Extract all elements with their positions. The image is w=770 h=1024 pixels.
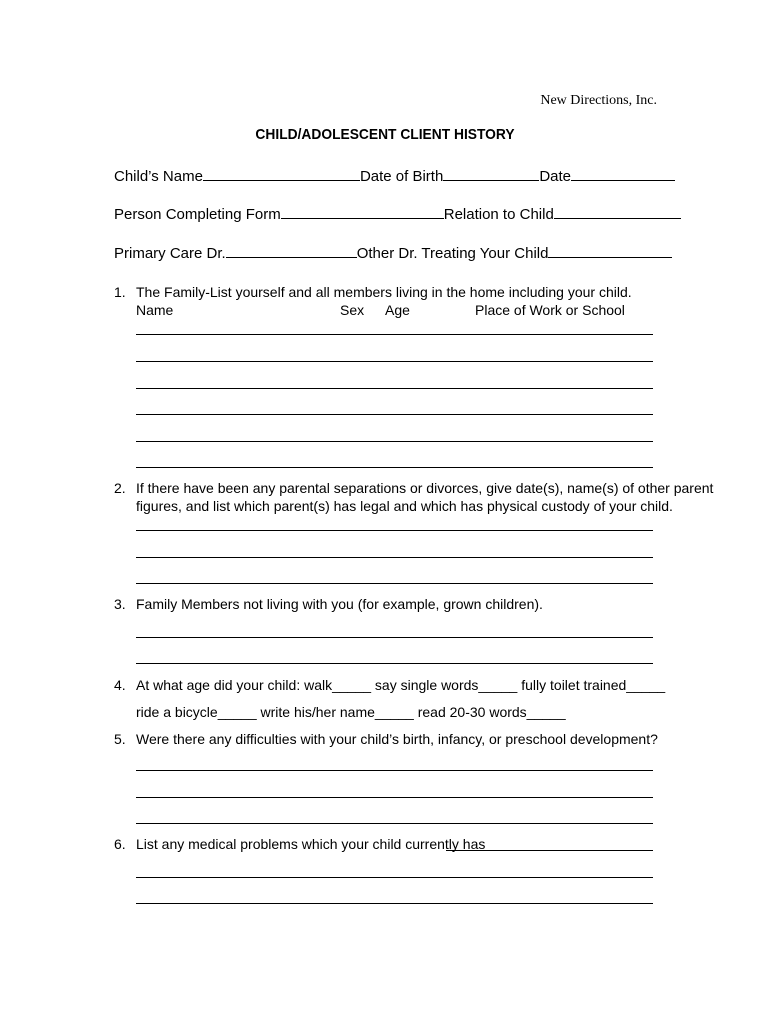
- question-number: 4.: [114, 677, 126, 693]
- answer-line[interactable]: [136, 467, 653, 468]
- answer-line[interactable]: [136, 583, 653, 584]
- answer-line[interactable]: [136, 388, 653, 389]
- question-number: 5.: [114, 731, 126, 747]
- form-title: CHILD/ADOLESCENT CLIENT HISTORY: [255, 126, 515, 143]
- question-text-continued: ride a bicycle_____ write his/her name_____ read 20-30 words_____: [136, 704, 566, 720]
- question-text: List any medical problems which your child currently has: [136, 836, 486, 852]
- answer-line[interactable]: [136, 903, 653, 904]
- answer-line[interactable]: [136, 334, 653, 335]
- question-number: 2.: [114, 480, 126, 496]
- answer-line[interactable]: [136, 770, 653, 771]
- col-place-header: Place of Work or School: [475, 302, 625, 318]
- date-field[interactable]: [571, 168, 675, 181]
- question-number: 1.: [114, 284, 126, 300]
- answer-line[interactable]: [136, 663, 653, 664]
- answer-line[interactable]: [136, 414, 653, 415]
- col-name-header: Name: [136, 302, 174, 318]
- person-completing-field[interactable]: [281, 206, 444, 219]
- question-text: If there have been any parental separations or divorces, give date(s), name(s) of other parent: [136, 480, 714, 496]
- childs-name-label: Child’s Name: [114, 168, 203, 185]
- date-label: Date: [539, 168, 571, 185]
- answer-line[interactable]: [136, 530, 653, 531]
- dob-field[interactable]: [443, 168, 539, 181]
- answer-line[interactable]: [136, 361, 653, 362]
- dob-label: Date of Birth: [359, 168, 444, 185]
- col-sex-header: Sex: [340, 302, 365, 318]
- other-dr-field[interactable]: [548, 245, 672, 258]
- col-age-header: Age: [385, 302, 410, 318]
- question-text: At what age did your child: walk_____ say single words_____ fully toilet trained_____: [136, 677, 666, 693]
- answer-line[interactable]: [136, 557, 653, 558]
- primary-care-field[interactable]: [226, 245, 357, 258]
- answer-line[interactable]: [136, 823, 653, 824]
- relation-label: Relation to Child: [443, 206, 554, 223]
- answer-line[interactable]: [446, 850, 653, 851]
- childs-name-field[interactable]: [203, 168, 360, 181]
- answer-line[interactable]: [136, 637, 653, 638]
- answer-line[interactable]: [136, 441, 653, 442]
- row-doctors: [114, 245, 672, 262]
- row-child-info: [114, 168, 675, 185]
- person-completing-label: Person Completing Form: [114, 206, 281, 223]
- question-number: 6.: [114, 836, 126, 852]
- question-text: Family Members not living with you (for example, grown children).: [136, 596, 543, 612]
- row-completer-info: [114, 206, 681, 223]
- organization-name: New Directions, Inc.: [540, 93, 657, 108]
- question-text-continued: figures, and list which parent(s) has legal and which has physical custody of your child.: [136, 498, 673, 514]
- relation-field[interactable]: [554, 206, 681, 219]
- answer-line[interactable]: [136, 797, 653, 798]
- question-text: Were there any difficulties with your child’s birth, infancy, or preschool development?: [136, 731, 658, 747]
- question-number: 3.: [114, 596, 126, 612]
- other-dr-label: Other Dr. Treating Your Child: [356, 245, 549, 262]
- question-text: The Family-List yourself and all members living in the home including your child.: [136, 284, 632, 300]
- answer-line[interactable]: [136, 877, 653, 878]
- primary-care-label: Primary Care Dr.: [114, 245, 226, 262]
